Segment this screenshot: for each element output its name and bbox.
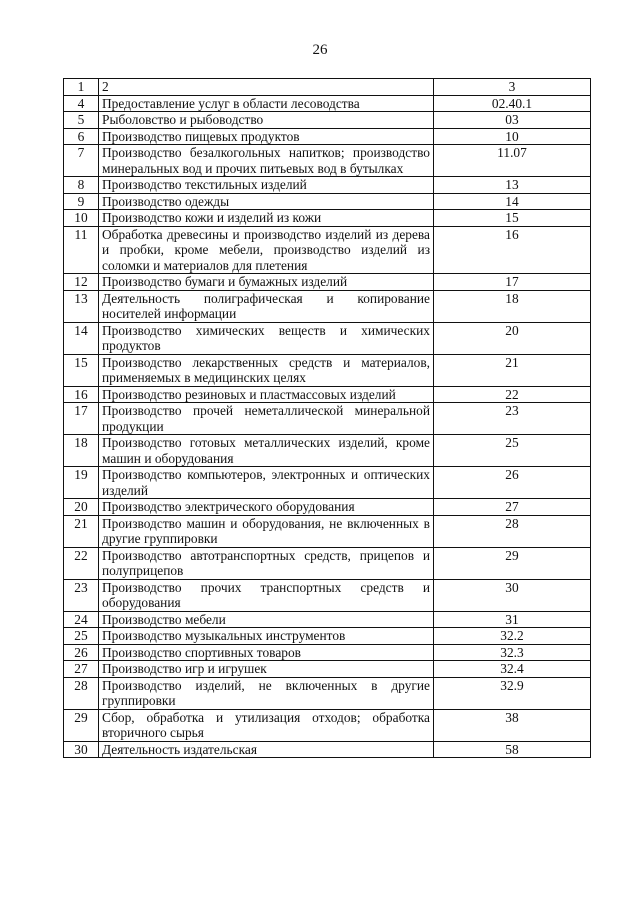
row-okved-code: 23 bbox=[434, 403, 591, 435]
row-okved-code: 38 bbox=[434, 709, 591, 741]
table-row bbox=[64, 112, 591, 129]
row-number: 4 bbox=[64, 95, 99, 112]
row-activity-name: Производство прочих транспортных средств и оборудования bbox=[99, 579, 434, 611]
table-row bbox=[64, 579, 591, 611]
table-row bbox=[64, 290, 591, 322]
table-row bbox=[64, 677, 591, 709]
row-number: 8 bbox=[64, 177, 99, 194]
row-number: 21 bbox=[64, 515, 99, 547]
table-row bbox=[64, 709, 591, 741]
table-row bbox=[64, 226, 591, 274]
row-number: 18 bbox=[64, 435, 99, 467]
row-okved-code: 14 bbox=[434, 193, 591, 210]
row-number: 5 bbox=[64, 112, 99, 129]
row-okved-code: 30 bbox=[434, 579, 591, 611]
row-okved-code: 32.9 bbox=[434, 677, 591, 709]
header-col-3: 3 bbox=[434, 79, 591, 96]
row-activity-name: Производство музыкальных инструментов bbox=[99, 628, 434, 645]
row-activity-name: Производство мебели bbox=[99, 611, 434, 628]
table-row bbox=[64, 177, 591, 194]
row-activity-name: Предоставление услуг в области лесоводства bbox=[99, 95, 434, 112]
table-row bbox=[64, 741, 591, 758]
row-okved-code: 10 bbox=[434, 128, 591, 145]
row-number: 29 bbox=[64, 709, 99, 741]
header-col-2: 2 bbox=[99, 79, 434, 96]
table-row bbox=[64, 644, 591, 661]
row-activity-name: Производство изделий, не включенных в другие группировки bbox=[99, 677, 434, 709]
row-number: 13 bbox=[64, 290, 99, 322]
row-number: 6 bbox=[64, 128, 99, 145]
table-row bbox=[64, 435, 591, 467]
row-okved-code: 32.2 bbox=[434, 628, 591, 645]
row-activity-name: Производство электрического оборудования bbox=[99, 499, 434, 516]
row-okved-code: 32.4 bbox=[434, 661, 591, 678]
row-number: 24 bbox=[64, 611, 99, 628]
row-okved-code: 25 bbox=[434, 435, 591, 467]
table-row bbox=[64, 95, 591, 112]
table-row bbox=[64, 386, 591, 403]
table-row bbox=[64, 210, 591, 227]
row-activity-name: Деятельность полиграфическая и копирование носителей информации bbox=[99, 290, 434, 322]
table-row bbox=[64, 515, 591, 547]
table-body bbox=[64, 79, 591, 758]
row-okved-code: 22 bbox=[434, 386, 591, 403]
table-row bbox=[64, 467, 591, 499]
row-okved-code: 29 bbox=[434, 547, 591, 579]
row-activity-name: Производство спортивных товаров bbox=[99, 644, 434, 661]
row-okved-code: 03 bbox=[434, 112, 591, 129]
row-number: 17 bbox=[64, 403, 99, 435]
row-number: 14 bbox=[64, 322, 99, 354]
table-row bbox=[64, 499, 591, 516]
row-okved-code: 11.07 bbox=[434, 145, 591, 177]
row-number: 7 bbox=[64, 145, 99, 177]
table-row bbox=[64, 403, 591, 435]
row-okved-code: 28 bbox=[434, 515, 591, 547]
table-row bbox=[64, 661, 591, 678]
row-activity-name: Производство химических веществ и химических продуктов bbox=[99, 322, 434, 354]
table-header-row bbox=[64, 79, 591, 96]
row-activity-name: Производство лекарственных средств и материалов, применяемых в медицинских целях bbox=[99, 354, 434, 386]
row-number: 26 bbox=[64, 644, 99, 661]
page-number: 26 bbox=[312, 42, 328, 58]
row-activity-name: Производство машин и оборудования, не включенных в другие группировки bbox=[99, 515, 434, 547]
row-number: 30 bbox=[64, 741, 99, 758]
row-number: 16 bbox=[64, 386, 99, 403]
row-okved-code: 21 bbox=[434, 354, 591, 386]
row-activity-name: Сбор, обработка и утилизация отходов; обработка вторичного сырья bbox=[99, 709, 434, 741]
row-okved-code: 27 bbox=[434, 499, 591, 516]
row-activity-name: Рыболовство и рыбоводство bbox=[99, 112, 434, 129]
row-activity-name: Производство компьютеров, электронных и оптических изделий bbox=[99, 467, 434, 499]
row-number: 19 bbox=[64, 467, 99, 499]
row-okved-code: 13 bbox=[434, 177, 591, 194]
row-number: 25 bbox=[64, 628, 99, 645]
row-activity-name: Производство кожи и изделий из кожи bbox=[99, 210, 434, 227]
table-row bbox=[64, 128, 591, 145]
row-activity-name: Обработка древесины и производство изделий из дерева и пробки, кроме мебели, производство изделий из соломки и материалов для плетения bbox=[99, 226, 434, 274]
row-activity-name: Деятельность издательская bbox=[99, 741, 434, 758]
row-number: 10 bbox=[64, 210, 99, 227]
row-activity-name: Производство бумаги и бумажных изделий bbox=[99, 274, 434, 291]
row-activity-name: Производство текстильных изделий bbox=[99, 177, 434, 194]
row-okved-code: 26 bbox=[434, 467, 591, 499]
row-okved-code: 16 bbox=[434, 226, 591, 274]
row-okved-code: 15 bbox=[434, 210, 591, 227]
activity-table bbox=[63, 78, 591, 758]
table-row bbox=[64, 274, 591, 291]
row-number: 15 bbox=[64, 354, 99, 386]
row-number: 20 bbox=[64, 499, 99, 516]
table-row bbox=[64, 193, 591, 210]
row-activity-name: Производство готовых металлических изделий, кроме машин и оборудования bbox=[99, 435, 434, 467]
table-row bbox=[64, 322, 591, 354]
row-number: 9 bbox=[64, 193, 99, 210]
row-okved-code: 31 bbox=[434, 611, 591, 628]
row-activity-name: Производство безалкогольных напитков; производство минеральных вод и прочих питьевых вод в бутылках bbox=[99, 145, 434, 177]
row-activity-name: Производство игр и игрушек bbox=[99, 661, 434, 678]
row-activity-name: Производство пищевых продуктов bbox=[99, 128, 434, 145]
row-number: 28 bbox=[64, 677, 99, 709]
row-number: 22 bbox=[64, 547, 99, 579]
header-col-1: 1 bbox=[64, 79, 99, 96]
table-row bbox=[64, 354, 591, 386]
row-okved-code: 17 bbox=[434, 274, 591, 291]
row-okved-code: 20 bbox=[434, 322, 591, 354]
row-okved-code: 18 bbox=[434, 290, 591, 322]
row-number: 12 bbox=[64, 274, 99, 291]
table-row bbox=[64, 628, 591, 645]
row-activity-name: Производство одежды bbox=[99, 193, 434, 210]
row-okved-code: 32.3 bbox=[434, 644, 591, 661]
table-row bbox=[64, 547, 591, 579]
row-activity-name: Производство резиновых и пластмассовых изделий bbox=[99, 386, 434, 403]
row-number: 27 bbox=[64, 661, 99, 678]
table-row bbox=[64, 145, 591, 177]
row-number: 11 bbox=[64, 226, 99, 274]
row-okved-code: 58 bbox=[434, 741, 591, 758]
row-number: 23 bbox=[64, 579, 99, 611]
row-okved-code: 02.40.1 bbox=[434, 95, 591, 112]
table-row bbox=[64, 611, 591, 628]
row-activity-name: Производство автотранспортных средств, прицепов и полуприцепов bbox=[99, 547, 434, 579]
row-activity-name: Производство прочей неметаллической минеральной продукции bbox=[99, 403, 434, 435]
